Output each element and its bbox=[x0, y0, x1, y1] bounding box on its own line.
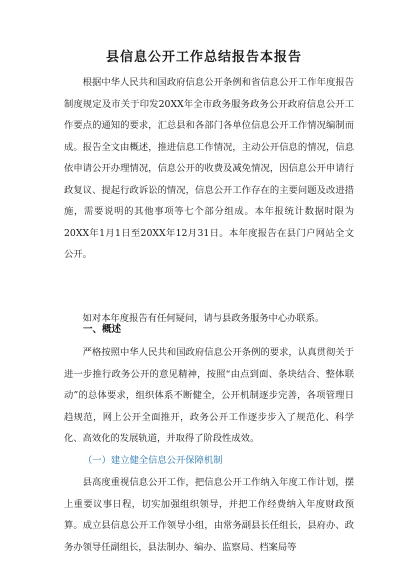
section-heading-overview: 一、概述 bbox=[83, 324, 122, 335]
document-title: 县信息公开工作总结报告本报告 bbox=[105, 50, 302, 65]
subsection-heading-mechanism: （一）建立健全信息公开保障机制 bbox=[83, 455, 223, 466]
paragraph-mechanism: 县高度重视信息公开工作，把信息公开工作纳入年度工作计划，摆上重要议事日程，切实加强组织领导，并把工作经费纳入年度财政预算。成立县信息公开工作领导小组，由常务副县长任组长，县府办、政务办领导任副组长，县法制办、编办、监察局、档案局等 bbox=[64, 477, 354, 553]
paragraph-overview: 严格按照中华人民共和国政府信息公开条例的要求，认真贯彻关于进一步推行政务公开的意见精神，按照“由点到面、条块结合、整体联动”的总体要求，组织体系不断健全，公开机制逐步完善，各项管理日趋规范，网上公开全面推开，政务公开工作逐步步入了规范化、科学化、高效化的发展轨道，并取得了阶段性成效。 bbox=[64, 347, 354, 444]
paragraph-contact: 如对本年度报告有任何疑问，请与县政务服务中心办联系。 bbox=[82, 313, 325, 324]
paragraph-intro: 根据中华人民共和国政府信息公开条例和省信息公开工作年度报告制度规定及市关于印发20XX年全市政务服务政务公开政府信息公开工作要点的通知的要求，汇总县和各部门各单位信息公开工作情况编制而成。报告全文由概述，推进信息工作情况，主动公开信息的情况，信息依申请公开办理情况，信息公开的收费及减免情况，因信息公开申请行政复议、提起行政诉讼的情况，信息公开工作存在的主要问题及改进措施，需要说明的其他事项等七个部分组成。本年报统计数据时限为20XX年1月1日至20XX年12月31日。本年度报告在县门户网站全文公开。 bbox=[64, 77, 354, 260]
